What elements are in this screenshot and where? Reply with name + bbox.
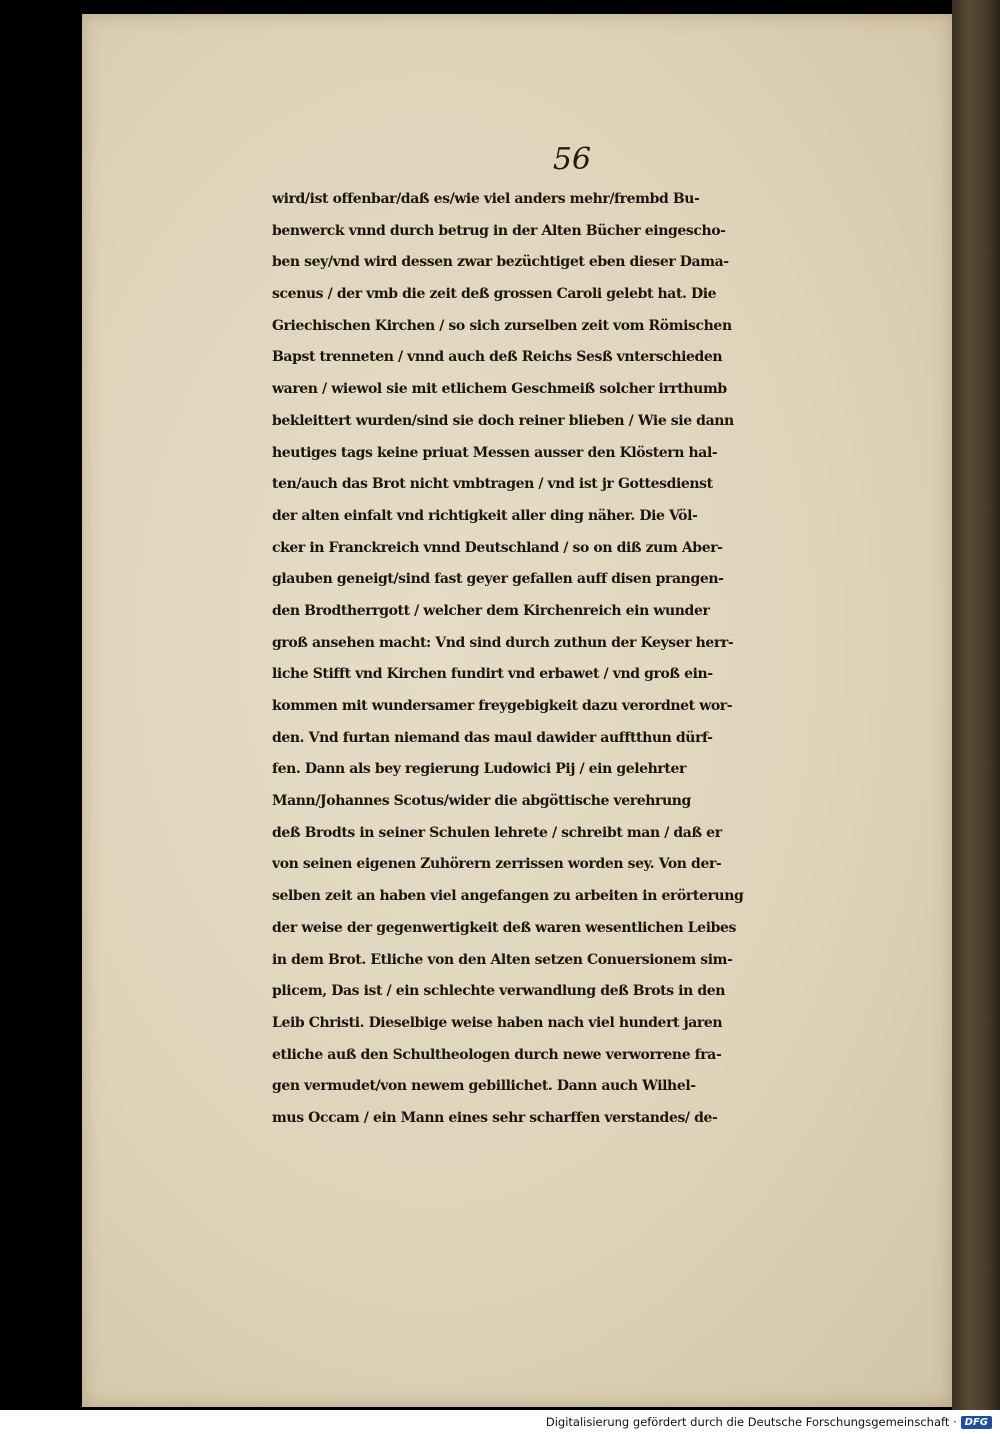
- text-line: groß ansehen macht: Vnd sind durch zuthun der Keyser herr-: [272, 634, 734, 651]
- text-block: [272, 184, 1000, 1166]
- text-line: mus Occam / ein Mann eines sehr scharffen verstandes/ de-: [272, 1109, 718, 1126]
- text-line: Leib Christi. Dieselbige weise haben nach viel hundert jaren: [272, 1014, 723, 1031]
- text-line: selben zeit an haben viel angefangen zu arbeiten in erörterung: [272, 888, 744, 905]
- text-line: den. Vnd furtan niemand das maul dawider aufftthun dürf-: [272, 729, 713, 746]
- text-line: der alten einfalt vnd richtigkeit aller ding näher. Die Völ-: [272, 507, 698, 524]
- text-line: fen. Dann als bey regierung Ludowici Pij / ein gelehrter: [272, 761, 686, 778]
- text-line: Griechischen Kirchen / so sich zurselben zeit vom Römischen: [272, 317, 732, 334]
- text-line: plicem, Das ist / ein schlechte verwandlung deß Brots in den: [272, 983, 726, 1000]
- book-spine: [952, 0, 1000, 1410]
- text-line: gen vermudet/von newem gebillichet. Dann auch Wilhel-: [272, 1078, 696, 1095]
- page-number: 56: [552, 142, 592, 177]
- text-line: [272, 1135, 1000, 1167]
- text-line: etliche auß den Schultheologen durch newe verworrene fra-: [272, 1046, 722, 1063]
- text-line: der weise der gegenwertigkeit deß waren wesentlichen Leibes: [272, 919, 736, 936]
- text-line: scenus / der vmb die zeit deß grossen Caroli gelebt hat. Die: [272, 286, 717, 303]
- text-line: benwerck vnnd durch betrug in der Alten Bücher eingescho-: [272, 222, 726, 239]
- text-line: heutiges tags keine priuat Messen ausser den Klöstern hal-: [272, 444, 718, 461]
- text-line: bekleittert wurden/sind sie doch reiner blieben / Wie sie dann: [272, 412, 734, 429]
- text-line: Bapst trenneten / vnnd auch deß Reichs Sesß vnterschieden: [272, 349, 723, 366]
- funding-notice: Digitalisierung gefördert durch die Deutsche Forschungsgemeinschaft ·: [545, 1415, 957, 1429]
- text-line: waren / wiewol sie mit etlichem Geschmeiß solcher irrthumb: [272, 381, 727, 398]
- text-line: liche Stifft vnd Kirchen fundirt vnd erbawet / vnd groß ein-: [272, 666, 713, 683]
- text-line: von seinen eigenen Zuhörern zerrissen worden sey. Von der-: [272, 856, 722, 873]
- scanned-page: [82, 14, 952, 1407]
- footer-bar: [0, 1410, 1000, 1434]
- text-line: ten/auch das Brot nicht vmbtragen / vnd ist jr Gottesdienst: [272, 476, 713, 493]
- text-line: in dem Brot. Etliche von den Alten setzen Conuersionem sim-: [272, 951, 733, 968]
- dfg-logo-icon[interactable]: DFG: [961, 1416, 992, 1429]
- text-line: deß Brodts in seiner Schulen lehrete / schreibt man / daß er: [272, 824, 722, 841]
- text-line: den Brodtherrgott / welcher dem Kirchenreich ein wunder: [272, 602, 710, 619]
- text-line: Mann/Johannes Scotus/wider die abgöttische verehrung: [272, 793, 691, 810]
- text-line: cker in Franckreich vnnd Deutschland / so on diß zum Aber-: [272, 539, 723, 556]
- text-line: glauben geneigt/sind fast geyer gefallen auff disen prangen-: [272, 571, 724, 588]
- text-line: kommen mit wundersamer freygebigkeit dazu verordnet wor-: [272, 698, 733, 714]
- text-line: wird/ist offenbar/daß es/wie viel anders mehr/frembd Bu-: [272, 191, 700, 207]
- text-line: ben sey/vnd wird dessen zwar bezüchtiget eben dieser Dama-: [272, 254, 729, 271]
